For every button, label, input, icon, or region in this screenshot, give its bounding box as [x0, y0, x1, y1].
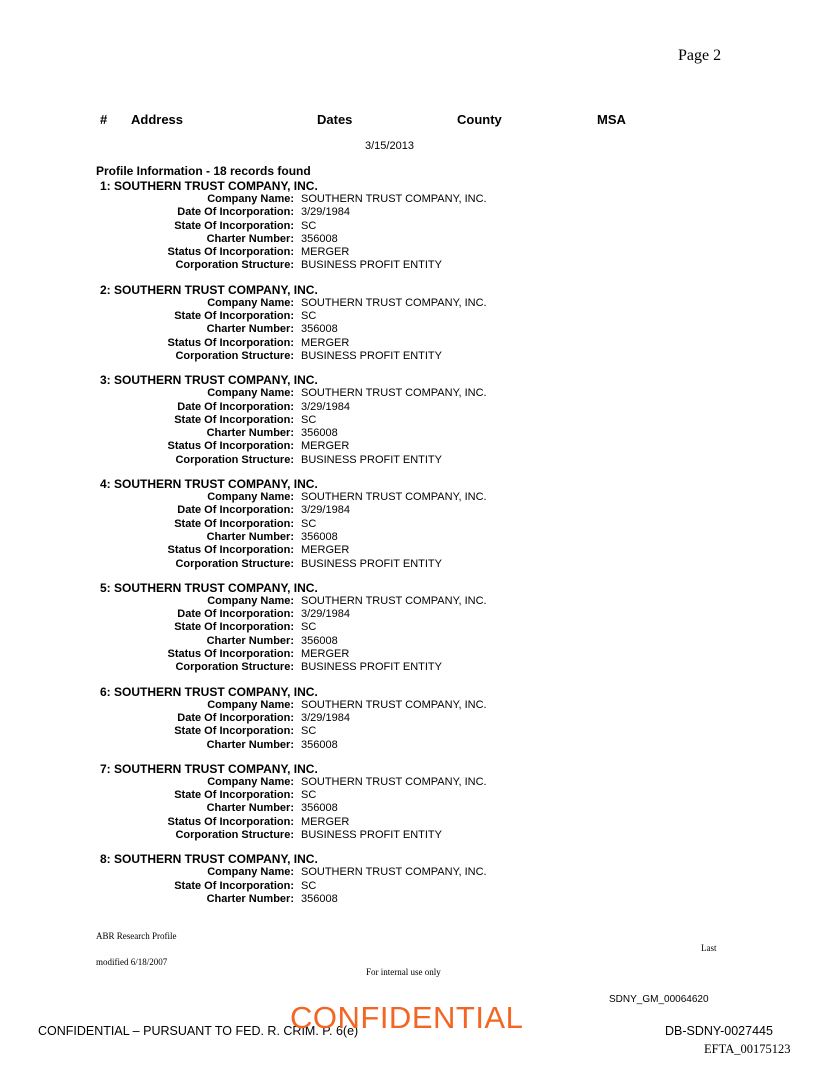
field-label: State Of Incorporation:	[174, 310, 294, 323]
field-label: Company Name:	[207, 698, 294, 711]
field-value: 3/29/1984	[301, 504, 350, 517]
record-field-status-of-incorporation	[0, 337, 816, 350]
field-label: Date Of Incorporation:	[177, 206, 294, 219]
efta-bates-number: EFTA_00175123	[704, 1042, 791, 1056]
field-label: Company Name:	[207, 296, 294, 309]
field-value: MERGER	[301, 336, 350, 349]
record-field-status-of-incorporation	[0, 246, 816, 259]
field-value: SOUTHERN TRUST COMPANY, INC.	[301, 594, 487, 607]
record-title: 7: SOUTHERN TRUST COMPANY, INC.	[100, 761, 318, 776]
field-label: Status Of Incorporation:	[167, 648, 294, 661]
field-value: MERGER	[301, 648, 350, 661]
column-header-number: #	[100, 112, 108, 127]
record-field-state-of-incorporation	[0, 621, 816, 634]
column-header-county: County	[457, 112, 502, 127]
field-label: Date Of Incorporation:	[177, 504, 294, 517]
field-value: MERGER	[301, 544, 350, 557]
field-value: 356008	[301, 738, 338, 751]
field-label: Status Of Incorporation:	[167, 246, 294, 259]
field-label: State Of Incorporation:	[174, 219, 294, 232]
field-value: SC	[301, 219, 317, 232]
footer-abr-profile: ABR Research Profile	[96, 931, 177, 941]
field-value: SC	[301, 310, 317, 323]
record-field-company-name	[0, 866, 816, 879]
record-field-charter-number	[0, 635, 816, 648]
record-field-company-name	[0, 699, 816, 712]
field-value: BUSINESS PROFIT ENTITY	[301, 453, 442, 466]
field-label: Charter Number:	[206, 530, 294, 543]
record-field-corporation-structure	[0, 829, 816, 842]
field-value: 356008	[301, 232, 338, 245]
record-field-charter-number	[0, 233, 816, 246]
profile-record	[0, 477, 816, 571]
field-value: SC	[301, 517, 317, 530]
confidential-stamp: CONFIDENTIAL	[290, 1000, 524, 1035]
field-value: BUSINESS PROFIT ENTITY	[301, 349, 442, 362]
record-field-date-of-incorporation	[0, 712, 816, 725]
field-label: State Of Incorporation:	[174, 879, 294, 892]
field-label: Corporation Structure:	[175, 661, 294, 674]
record-field-state-of-incorporation	[0, 220, 816, 233]
record-field-date-of-incorporation	[0, 206, 816, 219]
field-value: SC	[301, 621, 317, 634]
field-label: Status Of Incorporation:	[167, 440, 294, 453]
record-field-charter-number	[0, 802, 816, 815]
record-field-state-of-incorporation	[0, 518, 816, 531]
record-field-state-of-incorporation	[0, 310, 816, 323]
profile-record	[0, 685, 816, 752]
record-title: 3: SOUTHERN TRUST COMPANY, INC.	[100, 373, 318, 388]
record-field-charter-number	[0, 893, 816, 906]
profile-section-title: Profile Information - 18 records found	[96, 164, 311, 178]
profile-record	[0, 852, 816, 906]
record-title: 1: SOUTHERN TRUST COMPANY, INC.	[100, 179, 318, 193]
field-label: State Of Incorporation:	[174, 413, 294, 426]
field-label: Company Name:	[207, 594, 294, 607]
field-value: SOUTHERN TRUST COMPANY, INC.	[301, 387, 487, 400]
record-title: 8: SOUTHERN TRUST COMPANY, INC.	[100, 852, 318, 867]
field-value: 356008	[301, 802, 338, 815]
record-title: 5: SOUTHERN TRUST COMPANY, INC.	[100, 580, 318, 595]
record-field-company-name	[0, 297, 816, 310]
field-value: SOUTHERN TRUST COMPANY, INC.	[301, 296, 487, 309]
field-value: MERGER	[301, 440, 350, 453]
field-label: State Of Incorporation:	[174, 621, 294, 634]
footer-modified-date: modified 6/18/2007	[96, 957, 168, 967]
field-label: Company Name:	[207, 193, 294, 205]
field-label: Company Name:	[207, 866, 294, 879]
field-value: BUSINESS PROFIT ENTITY	[301, 259, 442, 272]
record-field-company-name	[0, 193, 816, 206]
field-label: Company Name:	[207, 387, 294, 400]
field-label: Charter Number:	[206, 892, 294, 905]
field-label: Date Of Incorporation:	[177, 608, 294, 621]
field-label: Charter Number:	[206, 802, 294, 815]
field-value: 356008	[301, 323, 338, 336]
profile-record	[0, 581, 816, 675]
column-header-dates: Dates	[317, 112, 353, 127]
field-value: SC	[301, 789, 317, 802]
field-label: Corporation Structure:	[175, 453, 294, 466]
field-value: BUSINESS PROFIT ENTITY	[301, 661, 442, 674]
record-field-corporation-structure	[0, 558, 816, 571]
field-value: SOUTHERN TRUST COMPANY, INC.	[301, 491, 487, 504]
record-title: 2: SOUTHERN TRUST COMPANY, INC.	[100, 282, 318, 297]
field-label: Corporation Structure:	[175, 557, 294, 570]
record-field-company-name	[0, 387, 816, 400]
field-label: Company Name:	[207, 491, 294, 504]
field-value: SOUTHERN TRUST COMPANY, INC.	[301, 193, 487, 205]
footer-last: Last	[701, 943, 717, 953]
field-value: 356008	[301, 427, 338, 440]
field-label: Charter Number:	[206, 738, 294, 751]
profile-record	[0, 283, 816, 363]
field-label: State Of Incorporation:	[174, 725, 294, 738]
record-field-corporation-structure	[0, 454, 816, 467]
db-bates-number: DB-SDNY-0027445	[665, 1024, 773, 1038]
field-label: Status Of Incorporation:	[167, 544, 294, 557]
record-field-state-of-incorporation	[0, 414, 816, 427]
record-field-status-of-incorporation	[0, 440, 816, 453]
record-field-corporation-structure	[0, 350, 816, 363]
record-field-status-of-incorporation	[0, 544, 816, 557]
record-field-state-of-incorporation	[0, 880, 816, 893]
field-value: BUSINESS PROFIT ENTITY	[301, 557, 442, 570]
field-value: 356008	[301, 634, 338, 647]
record-field-company-name	[0, 595, 816, 608]
record-field-company-name	[0, 491, 816, 504]
record-title: 4: SOUTHERN TRUST COMPANY, INC.	[100, 477, 318, 492]
field-value: MERGER	[301, 246, 350, 259]
field-label: Corporation Structure:	[175, 259, 294, 272]
record-field-status-of-incorporation	[0, 648, 816, 661]
profile-record	[0, 762, 816, 842]
field-label: State Of Incorporation:	[174, 789, 294, 802]
field-label: Charter Number:	[206, 634, 294, 647]
record-list	[0, 179, 816, 916]
field-value: SC	[301, 413, 317, 426]
field-value: SOUTHERN TRUST COMPANY, INC.	[301, 698, 487, 711]
field-value: SC	[301, 725, 317, 738]
report-date: 3/15/2013	[365, 140, 414, 152]
field-value: 356008	[301, 892, 338, 905]
field-value: 3/29/1984	[301, 711, 350, 724]
field-value: MERGER	[301, 815, 350, 828]
record-field-charter-number	[0, 531, 816, 544]
footer-internal-use: For internal use only	[366, 967, 441, 977]
field-value: BUSINESS PROFIT ENTITY	[301, 828, 442, 841]
record-title: 6: SOUTHERN TRUST COMPANY, INC.	[100, 684, 318, 699]
profile-record	[0, 179, 816, 273]
field-value: SC	[301, 879, 317, 892]
field-label: Status Of Incorporation:	[167, 815, 294, 828]
confidential-notice: CONFIDENTIAL – PURSUANT TO FED. R. CRIM. P. 6(e)	[38, 1024, 359, 1038]
record-field-status-of-incorporation	[0, 816, 816, 829]
field-value: SOUTHERN TRUST COMPANY, INC.	[301, 775, 487, 788]
field-label: Date Of Incorporation:	[177, 400, 294, 413]
record-field-state-of-incorporation	[0, 725, 816, 738]
field-value: 3/29/1984	[301, 206, 350, 219]
field-label: State Of Incorporation:	[174, 517, 294, 530]
field-label: Charter Number:	[206, 232, 294, 245]
record-field-charter-number	[0, 739, 816, 752]
record-field-charter-number	[0, 323, 816, 336]
record-field-date-of-incorporation	[0, 401, 816, 414]
field-value: 356008	[301, 530, 338, 543]
field-value: SOUTHERN TRUST COMPANY, INC.	[301, 866, 487, 879]
sdny-bates-number: SDNY_GM_00064620	[609, 994, 709, 1005]
profile-record	[0, 373, 816, 467]
record-field-charter-number	[0, 427, 816, 440]
field-label: Company Name:	[207, 775, 294, 788]
field-label: Charter Number:	[206, 427, 294, 440]
record-field-state-of-incorporation	[0, 789, 816, 802]
field-label: Status Of Incorporation:	[167, 336, 294, 349]
column-header-address: Address	[131, 112, 184, 127]
record-field-date-of-incorporation	[0, 608, 816, 621]
field-label: Corporation Structure:	[175, 349, 294, 362]
field-value: 3/29/1984	[301, 400, 350, 413]
page-number: Page 2	[678, 47, 722, 64]
field-label: Date Of Incorporation:	[177, 711, 294, 724]
record-field-corporation-structure	[0, 259, 816, 272]
field-label: Charter Number:	[206, 323, 294, 336]
column-header-msa: MSA	[597, 112, 626, 127]
field-value: 3/29/1984	[301, 608, 350, 621]
field-label: Corporation Structure:	[175, 828, 294, 841]
record-field-company-name	[0, 776, 816, 789]
record-field-corporation-structure	[0, 661, 816, 674]
record-field-date-of-incorporation	[0, 504, 816, 517]
